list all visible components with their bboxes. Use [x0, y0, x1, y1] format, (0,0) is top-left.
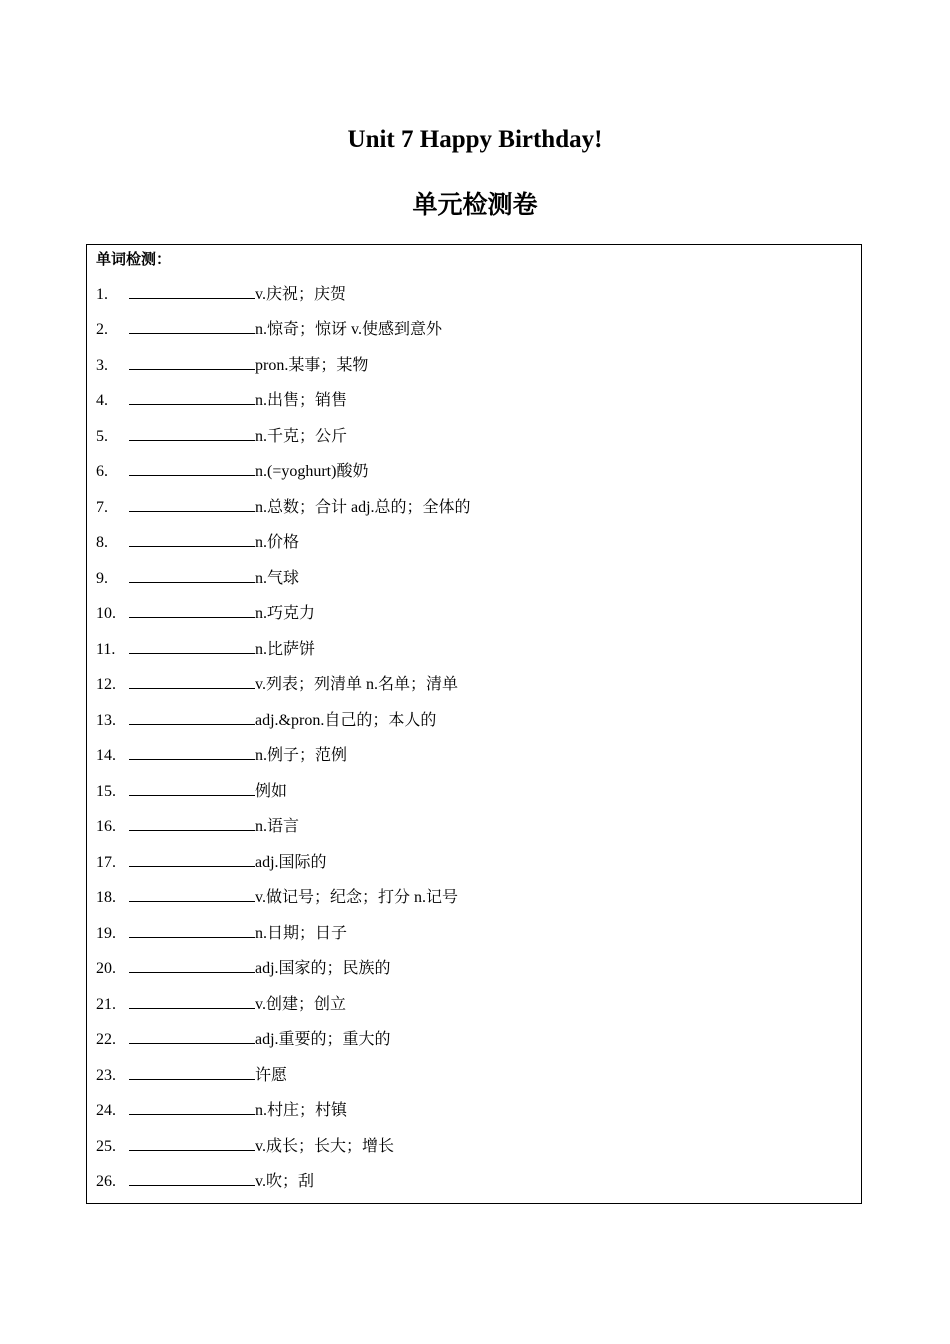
item-meaning: 例如: [255, 783, 288, 800]
item-meaning: v.成长；长大；增长: [255, 1138, 394, 1155]
item-meaning: n.村庄；村镇: [255, 1102, 348, 1119]
vocab-item: [96, 354, 368, 378]
vocab-item: [96, 1064, 287, 1088]
item-meaning: n.千克；公斤: [255, 428, 348, 445]
vocab-item: [96, 460, 368, 484]
vocab-item: [96, 496, 471, 520]
item-meaning: adj.国际的: [255, 854, 327, 871]
item-meaning: v.吹；刮: [255, 1173, 314, 1190]
item-number: 6.: [96, 463, 108, 480]
answer-blank[interactable]: [129, 318, 255, 334]
vocab-item: [96, 318, 442, 342]
answer-blank[interactable]: [129, 673, 255, 689]
answer-blank[interactable]: [129, 1028, 255, 1044]
item-meaning: n.(=yoghurt)酸奶: [255, 463, 369, 480]
answer-blank[interactable]: [129, 496, 255, 512]
item-number: 5.: [96, 428, 108, 445]
item-meaning: n.语言: [255, 818, 300, 835]
item-number: 4.: [96, 392, 108, 409]
vocab-item: [96, 993, 346, 1017]
item-number: 20.: [96, 960, 116, 977]
page-subtitle: 单元检测卷: [412, 192, 538, 219]
item-meaning: v.做记号；纪念；打分 n.记号: [255, 889, 458, 906]
answer-blank[interactable]: [129, 567, 255, 583]
answer-blank[interactable]: [129, 283, 255, 299]
vocab-item: [96, 567, 299, 591]
answer-blank[interactable]: [129, 425, 255, 441]
item-meaning: 许愿: [255, 1067, 288, 1084]
section-label: 单词检测：: [96, 252, 172, 268]
answer-blank[interactable]: [129, 638, 255, 654]
answer-blank[interactable]: [129, 886, 255, 902]
vocab-item: [96, 780, 287, 804]
answer-blank[interactable]: [129, 709, 255, 725]
vocab-item: [96, 602, 315, 626]
item-number: 2.: [96, 321, 108, 338]
item-meaning: v.列表；列清单 n.名单；清单: [255, 676, 458, 693]
item-meaning: n.出售；销售: [255, 392, 348, 409]
item-number: 18.: [96, 889, 116, 906]
item-number: 12.: [96, 676, 116, 693]
vocab-item: [96, 851, 327, 875]
vocab-item: [96, 531, 299, 555]
item-number: 11.: [96, 641, 116, 658]
item-number: 23.: [96, 1067, 116, 1084]
item-number: 16.: [96, 818, 116, 835]
vocab-item: [96, 425, 347, 449]
vocab-item: [96, 638, 315, 662]
item-meaning: n.惊奇；惊讶 v.使感到意外: [255, 321, 442, 338]
answer-blank[interactable]: [129, 922, 255, 938]
item-number: 14.: [96, 747, 116, 764]
item-meaning: adj.重要的；重大的: [255, 1031, 391, 1048]
answer-blank[interactable]: [129, 602, 255, 618]
answer-blank[interactable]: [129, 1064, 255, 1080]
vocabulary-box: [86, 244, 862, 1204]
item-meaning: adj.国家的；民族的: [255, 960, 391, 977]
vocab-item: [96, 957, 391, 981]
vocab-item: [96, 922, 347, 946]
answer-blank[interactable]: [129, 851, 255, 867]
item-meaning: pron.某事；某物: [255, 357, 369, 374]
item-meaning: n.日期；日子: [255, 925, 348, 942]
item-number: 10.: [96, 605, 116, 622]
answer-blank[interactable]: [129, 957, 255, 973]
answer-blank[interactable]: [129, 460, 255, 476]
vocab-item: [96, 709, 436, 733]
answer-blank[interactable]: [129, 1170, 255, 1186]
item-meaning: n.气球: [255, 570, 300, 587]
vocab-item: [96, 815, 299, 839]
item-number: 1.: [96, 286, 108, 303]
vocab-item: [96, 1170, 314, 1194]
item-number: 24.: [96, 1102, 116, 1119]
answer-blank[interactable]: [129, 354, 255, 370]
vocab-item: [96, 744, 347, 768]
item-number: 21.: [96, 996, 116, 1013]
item-number: 9.: [96, 570, 108, 587]
page-title: Unit 7 Happy Birthday!: [347, 126, 603, 153]
answer-blank[interactable]: [129, 744, 255, 760]
item-number: 7.: [96, 499, 108, 516]
vocab-item: [96, 1135, 394, 1159]
answer-blank[interactable]: [129, 389, 255, 405]
answer-blank[interactable]: [129, 993, 255, 1009]
item-meaning: adj.&pron.自己的；本人的: [255, 712, 437, 729]
vocab-item: [96, 1099, 347, 1123]
item-number: 3.: [96, 357, 108, 374]
item-number: 22.: [96, 1031, 116, 1048]
answer-blank[interactable]: [129, 780, 255, 796]
item-meaning: n.价格: [255, 534, 300, 551]
item-meaning: n.巧克力: [255, 605, 316, 622]
answer-blank[interactable]: [129, 1135, 255, 1151]
vocab-item: [96, 283, 346, 307]
item-number: 13.: [96, 712, 116, 729]
answer-blank[interactable]: [129, 531, 255, 547]
item-number: 19.: [96, 925, 116, 942]
answer-blank[interactable]: [129, 1099, 255, 1115]
vocab-item: [96, 673, 458, 697]
item-number: 17.: [96, 854, 116, 871]
vocab-item: [96, 886, 458, 910]
item-number: 8.: [96, 534, 108, 551]
vocab-item: [96, 1028, 391, 1052]
item-meaning: v.创建；创立: [255, 996, 346, 1013]
item-meaning: n.比萨饼: [255, 641, 316, 658]
vocab-item: [96, 389, 347, 413]
item-number: 15.: [96, 783, 116, 800]
item-number: 26.: [96, 1173, 116, 1190]
item-meaning: n.例子；范例: [255, 747, 348, 764]
item-meaning: v.庆祝；庆贺: [255, 286, 346, 303]
item-number: 25.: [96, 1138, 116, 1155]
item-meaning: n.总数；合计 adj.总的；全体的: [255, 499, 471, 516]
answer-blank[interactable]: [129, 815, 255, 831]
